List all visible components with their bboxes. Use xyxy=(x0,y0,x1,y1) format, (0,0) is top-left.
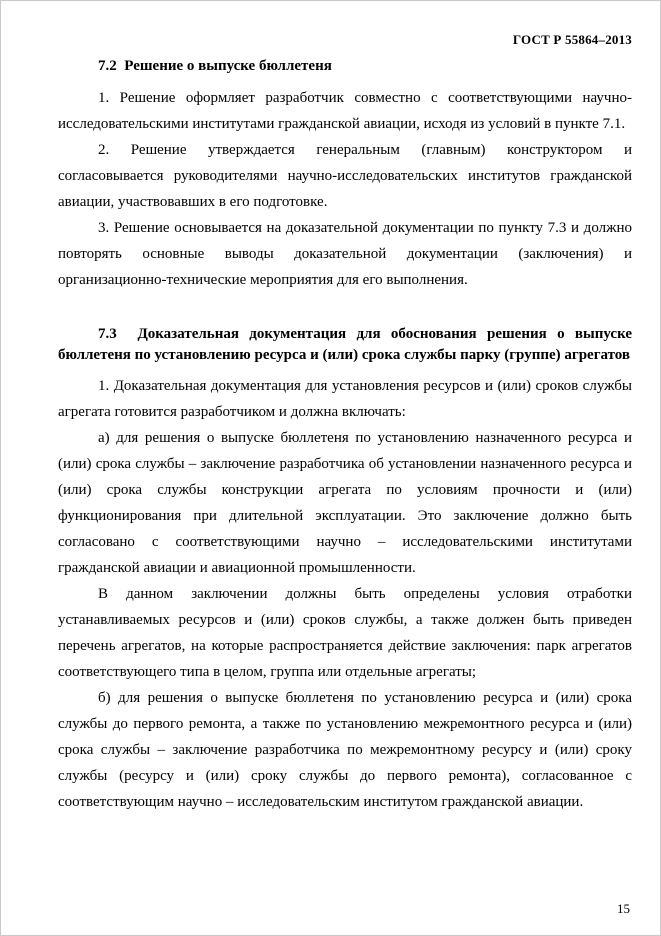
paragraph: 1. Доказательная документация для установления ресурсов и (или) сроков службы агрегата готовится разработчиком и должна включать: xyxy=(58,378,632,420)
paragraph: 1. Решение оформляет разработчик совместно с соответствующими научно-исследовательскими институтами гражданской авиации, исходя из условий в пункте 7.1. xyxy=(58,90,632,132)
document-body xyxy=(58,53,632,815)
paragraph: б) для решения о выпуске бюллетеня по установлению ресурса и (или) срока службы до первого ремонта, а также по установлению межремонтного ресурса и (или) срока службы – заключение разработчика по межремонтному ресурсу и (или) сроку службы (ресурсу и (или) сроку службы до первого ремонта), согласованное с соответствующим научно – исследовательским институтом гражданской авиации. xyxy=(58,690,632,810)
section-heading-7-2: 7.2 Решение о выпуске бюллетеня xyxy=(98,58,332,74)
page-number: 15 xyxy=(617,901,630,916)
paragraph: В данном заключении должны быть определены условия отработки устанавливаемых ресурсов и (или) сроков службы, а также должен быть приведен перечень агрегатов, на которые распространяется действие заключения: парк агрегатов соответствующего типа в целом, группа или отдельные агрегаты; xyxy=(58,586,632,680)
paragraph: 3. Решение основывается на доказательной документации по пункту 7.3 и должно повторять основные выводы доказательной документации (заключения) и организационно-технические мероприятия для его выполнения. xyxy=(58,220,632,288)
section-heading-7-3: 7.3 Доказательная документация для обоснования решения о выпуске бюллетеня по установлению ресурса и (или) срока службы парку (группе) агрегатов xyxy=(58,326,632,363)
paragraph: 2. Решение утверждается генеральным (главным) конструктором и согласовывается руководителями научно-исследовательских институтов гражданской авиации, участвовавших в его подготовке. xyxy=(58,142,632,210)
document-number-header: ГОСТ Р 55864–2013 xyxy=(512,32,632,47)
paragraph: а) для решения о выпуске бюллетеня по установлению назначенного ресурса и (или) срока службы – заключение разработчика об установлении назначенного ресурса и (или) срока службы конструкции агрегата по условиям прочности и (или) функционирования при длительной эксплуатации. Это заключение должно быть согласовано с соответствующими научно – исследовательскими институтами гражданской авиации и авиационной промышленности. xyxy=(58,430,632,576)
